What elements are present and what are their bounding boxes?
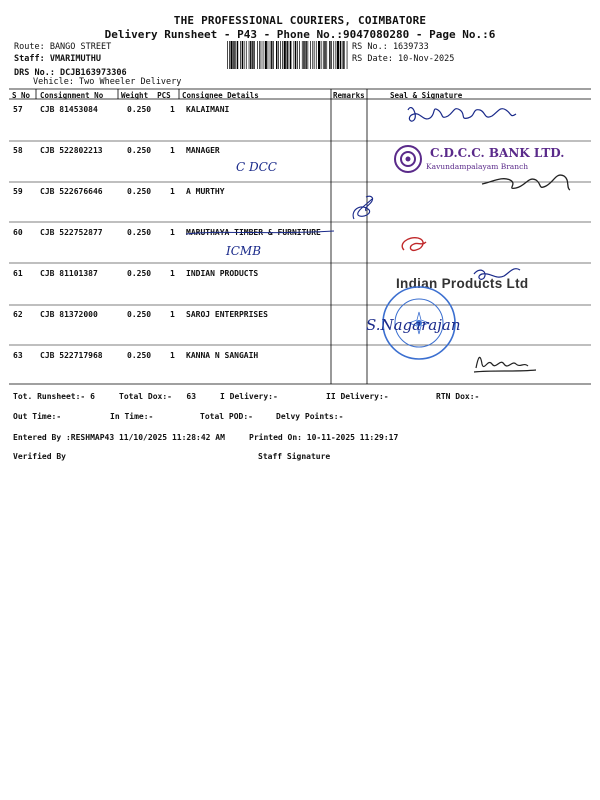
row-pcs: 1 (170, 187, 175, 196)
drs-text: DRS No.: DCJB163973306 (14, 68, 127, 78)
company-title: THE PROFESSIONAL COURIERS, COIMBATORE (173, 14, 427, 27)
i-delivery: I Delivery:- (220, 392, 278, 401)
row-weight: 0.250 (127, 187, 152, 196)
bank-stamp-branch: Kavundampalayam Branch (426, 162, 529, 171)
red-signature-mark (396, 232, 430, 258)
row-pcs: 1 (170, 310, 175, 319)
row-consignee: INDIAN PRODUCTS (186, 269, 259, 278)
row-pcs: 1 (170, 269, 175, 278)
row-consignee: MANAGER (186, 146, 220, 155)
row-pcs: 1 (170, 105, 175, 114)
row-consignment: CJB 522676646 (40, 187, 103, 196)
row-consignee: KALAIMANI (186, 105, 230, 114)
col-weight-pcs: Weight PCS (121, 91, 171, 100)
staff-text: Staff: VMARIMUTHU (14, 54, 101, 64)
bank-seal-icon (393, 144, 423, 174)
row-consignee: KANNA N SANGAIH (186, 351, 259, 360)
col-sno: S No (12, 91, 31, 100)
rs-number: RS No.: 1639733 (352, 42, 429, 52)
rs-date: RS Date: 10-Nov-2025 (352, 54, 455, 64)
in-time: In Time:- (110, 412, 154, 421)
row-weight: 0.250 (127, 228, 152, 237)
tamil-signature (400, 96, 530, 126)
row-consignment: CJB 522802213 (40, 146, 103, 155)
row-weight: 0.250 (127, 351, 152, 360)
indian-products-stamp: Indian Products Ltd (396, 276, 529, 291)
row-consignee: MARUTHAYA TIMBER & FURNITURE (186, 228, 321, 237)
signature-scribble (346, 189, 386, 225)
row-consignment: CJB 81101387 (40, 269, 98, 278)
staff-signature: Staff Signature (258, 452, 331, 461)
rtn-dox: RTN Dox:- (436, 392, 480, 401)
bank-signature (478, 166, 573, 192)
row-sno: 62 (13, 310, 23, 319)
bank-stamp-name: C.D.C.C. BANK LTD. (430, 146, 565, 160)
delvy-points: Delvy Points:- (276, 412, 344, 421)
handwritten-note: C DCC (236, 160, 277, 174)
route-text: Route: BANGO STREET (14, 42, 112, 52)
total-dox: Total Dox:- 63 (119, 392, 197, 401)
row-consignee: SAROJ ENTERPRISES (186, 310, 268, 319)
handwritten-note: ICMB (226, 244, 262, 258)
row-consignment: CJB 522752877 (40, 228, 103, 237)
out-time: Out Time:- (13, 412, 62, 421)
col-consignment: Consignment No (40, 91, 104, 100)
runsheet-title: Delivery Runsheet - P43 - Phone No.:9047080280 - Page No.:6 (104, 28, 496, 41)
printed-on: Printed On: 10-11-2025 11:29:17 (249, 433, 399, 442)
row-consignment: CJB 522717968 (40, 351, 103, 360)
row-sno: 57 (13, 105, 23, 114)
col-remarks: Remarks (333, 91, 365, 100)
entered-by: Entered By :RESHMAP43 11/10/2025 11:28:42 AM (13, 433, 225, 442)
row-pcs: 1 (170, 351, 175, 360)
indian-products-signature (470, 262, 530, 282)
row-sno: 58 (13, 146, 23, 155)
row-sno: 63 (13, 351, 23, 360)
row-weight: 0.250 (127, 105, 152, 114)
row-consignee: A MURTHY (186, 187, 225, 196)
vehicle-text: Vehicle: Two Wheeler Delivery (33, 77, 182, 87)
col-seal-signature: Seal & Signature (390, 91, 463, 100)
strikethrough-mark (184, 226, 339, 240)
col-consignee: Consignee Details (182, 91, 259, 100)
row-weight: 0.250 (127, 146, 152, 155)
total-pod: Total POD:- (200, 412, 253, 421)
barcode (226, 41, 348, 69)
saroj-signature: S.Nagarajan (366, 316, 461, 334)
row-consignment: CJB 81453084 (40, 105, 98, 114)
row-weight: 0.250 (127, 269, 152, 278)
row-sno: 60 (13, 228, 23, 237)
row-pcs: 1 (170, 146, 175, 155)
tot-runsheet: Tot. Runsheet:- 6 (13, 392, 95, 401)
row-pcs: 1 (170, 228, 175, 237)
row-weight: 0.250 (127, 310, 152, 319)
ii-delivery: II Delivery:- (326, 392, 389, 401)
verified-by: Verified By (13, 452, 66, 461)
row-sno: 59 (13, 187, 23, 196)
kanna-signature (470, 346, 540, 376)
row-sno: 61 (13, 269, 23, 278)
row-consignment: CJB 81372000 (40, 310, 98, 319)
